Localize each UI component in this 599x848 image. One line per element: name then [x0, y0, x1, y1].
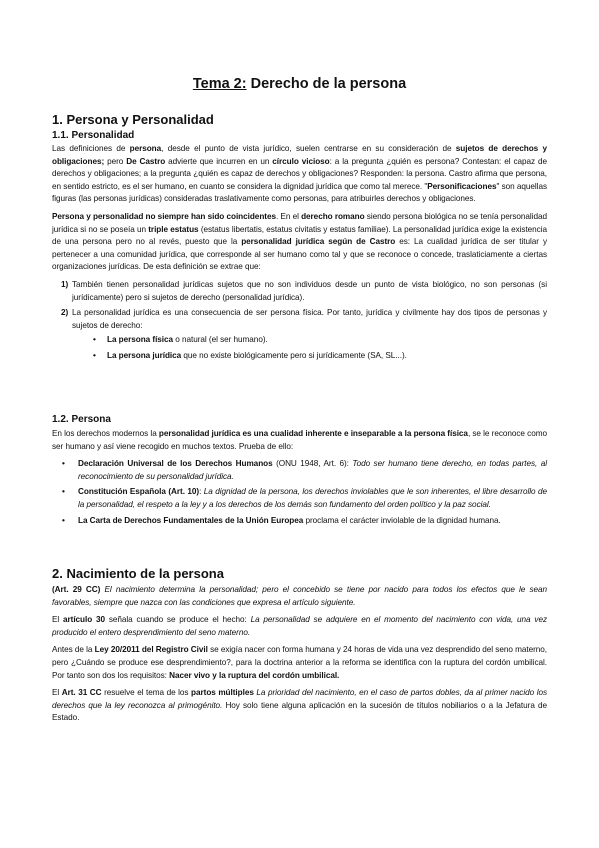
bold-text: Nacer vivo y la ruptura del cordón umbilical. [169, 670, 340, 680]
bold-text: Ley 20/2011 del Registro Civil [94, 645, 208, 655]
paragraph [52, 687, 547, 725]
paragraph [52, 211, 547, 274]
bold-text: La Carta de Derechos Fundamentales de la Unión Europea [78, 515, 304, 525]
text-run: " son aquellas figuras (las personas jurídicas) consideradas traslativamente como personas, para atribuirles derechos y obligaciones. [52, 181, 547, 204]
text-run: . En el [275, 211, 302, 221]
italic-text: La prioridad del nacimiento, en el caso de partos dobles, da al primer nacido los derechos que la ley reconozca al primogénito. [52, 688, 548, 710]
bold-text: personalidad jurídica es una cualidad inherente e inseparable a la persona física [158, 429, 468, 438]
text-run: (ONU 1948, Art. 6): [272, 459, 353, 469]
section-1-heading: 1. Persona y Personalidad [52, 112, 214, 127]
bold-text: Personificaciones [427, 181, 497, 191]
italic-text: La dignidad de la persona, los derechos inviolables que le son inherentes, el libre desarrollo de la personalidad, el respeto a la ley y a los derechos de los demás son fundamento del orden político y la paz social. [78, 487, 547, 509]
bold-text: Persona y personalidad no siempre han sido coincidentes [52, 211, 276, 221]
text-run: , desde el punto de vista jurídico, suelen centrarse en su consideración de [161, 144, 456, 153]
title-prefix: Tema 2: [192, 76, 247, 92]
bold-text: triple estatus [148, 224, 199, 234]
text-run: señala cuando se produce el hecho: [105, 615, 251, 625]
bold-text: personalidad jurídica según de Castro [241, 237, 396, 247]
text-run: pero [104, 156, 127, 166]
text-run: Las definiciones de [52, 144, 130, 153]
italic-text: El nacimiento determina la personalidad; pero el concebido se tiene por nacido para todos los efectos que le sean favorables, siempre que nazca con las condiciones que expresa el artículo siguiente. [52, 585, 547, 607]
text-run: : [199, 487, 204, 497]
paragraph [52, 644, 547, 682]
paragraph [52, 614, 547, 639]
bold-text: partos múltiples [191, 688, 254, 698]
subsection-1-2-heading: 1.2. Persona [52, 414, 111, 425]
bold-text: persona [129, 144, 162, 153]
section-1-2-body [52, 428, 547, 530]
section-2-body [52, 584, 547, 730]
text-run: El [52, 615, 64, 625]
section-1-1-body [52, 143, 547, 366]
list-item: 1) También tienen personalidad jurídicas sujetos que no son individuos desde un punto de vista biológico, no son personas (si jurídicamente) pero si sujetos de derecho (personalidad jurídica). [61, 279, 547, 302]
text-run: es: La cualidad jurídica de ser titular y pertenecer a una comunidad jurídica, que corresponde al ser humano como tal y que se reconoce o concede, traslaticiamente a ciertas organizaciones jurídicas. De esta definición se extrae que: [52, 237, 547, 272]
text-run: (estatus libertatis, estatus civitatis y estatus familiae). La personalidad jurídica exige la existencia de una persona pero no al revés, puesto que la [52, 224, 547, 247]
bold-text: Declaración Universal de los Derechos Humanos [78, 459, 273, 469]
bold-text: artículo 30 [63, 615, 106, 625]
section-2-heading: 2. Nacimiento de la persona [52, 566, 224, 581]
bold-text: Constitución Española (Art. 10) [78, 487, 200, 497]
sub-list-item: • La persona jurídica que no existe biológicamente pero si jurídicamente (SA, SL...). [72, 350, 547, 363]
bold-text: sujetos de derechos y obligaciones; [52, 144, 547, 166]
title-text: Derecho de la persona [246, 76, 407, 92]
bold-text: Art. 31 CC [61, 688, 102, 698]
bold-text: De Castro [126, 156, 166, 166]
bullet-icon: • [93, 335, 96, 345]
numbered-list [52, 279, 547, 363]
bold-text: círculo vicioso [272, 156, 330, 166]
subsection-1-1-heading: 1.1. Personalidad [52, 130, 135, 141]
text-run: El [52, 688, 62, 698]
italic-text: Todo ser humano tiene derecho, en todas partes, al reconocimiento de su personalidad jurídica. [78, 459, 547, 481]
text-run: se exigía nacer con forma humana y 24 horas de vida una vez desprendido del seno materno, pero ¿Cuándo se produce ese desprendimiento?, para la doctrina anterior a la reforma se identifica con la ruptura del cordón umbilical. Por tanto son dos los requisitos: [52, 645, 547, 680]
text-run: En los derechos modernos la [52, 429, 159, 438]
list-item: 2) La personalidad jurídica es una consecuencia de ser persona física. Por tanto, jurídica y civilmente hay dos tipos de personas y sujetos de derecho: • La persona física o natural (el ser humano). • La persona jurídica que no existe biológicamente pero si jurídicamente (SA, SL...). [52, 307, 547, 362]
list-item [52, 458, 547, 483]
text-run: Hoy solo tiene alguna aplicación en la sucesión de títulos nobiliarios o a la Jefatura de Estado. [52, 700, 547, 723]
bullet-icon: • [62, 459, 65, 469]
text-run: resuelve el tema de los [101, 688, 192, 698]
italic-text: La personalidad se adquiere en el momento del nacimiento con vida, una vez producido el entero desprendimiento del seno materno. [52, 615, 547, 637]
list-item [52, 486, 547, 511]
bold-text: derecho romano [301, 211, 365, 221]
text-run: proclama el carácter inviolable de la dignidad humana. [303, 515, 501, 525]
paragraph [52, 584, 547, 609]
list-item [52, 515, 547, 528]
bold-text: (Art. 29 CC) [52, 585, 101, 594]
text-run: : a la pregunta ¿quién es persona? Contestan: el capaz de derechos y obligaciones; a la pregunta ¿quién es capaz de derechos y obligaciones? Responden: la persona. Castro afirma que persona, en sentido estricto, es el ser humano, en cuanto se considera la dignidad jurídica que como tal merece. " [52, 156, 548, 191]
sub-list [72, 334, 547, 362]
paragraph [52, 143, 547, 206]
bullet-list [52, 458, 547, 527]
text-run: siendo persona biológica no se tenía personalidad jurídica si no se poseía un [52, 211, 547, 234]
page-title [0, 76, 599, 93]
bullet-icon: • [62, 515, 65, 525]
paragraph [52, 428, 547, 453]
bullet-icon: • [93, 350, 96, 360]
sub-list-item: • La persona física o natural (el ser humano). [72, 334, 547, 347]
text-run: advierte que incurren en un [165, 156, 273, 166]
bullet-icon: • [62, 487, 65, 497]
text-run: , se le reconoce como ser humano y así viene recogido en muchos textos. Prueba de ello: [52, 429, 547, 451]
text-run: Antes de la [52, 645, 95, 655]
